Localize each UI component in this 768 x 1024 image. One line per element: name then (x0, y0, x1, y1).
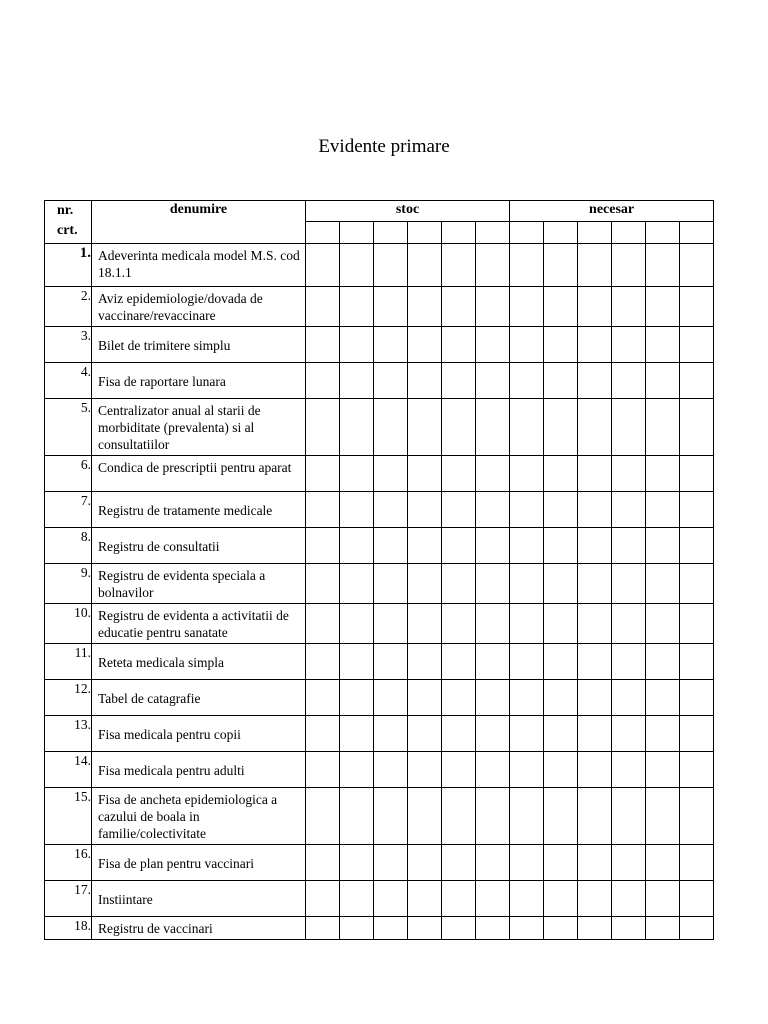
stoc-cell[interactable] (476, 363, 510, 399)
stoc-cell[interactable] (442, 399, 476, 456)
row-number: 10. (45, 604, 92, 644)
stoc-cell[interactable] (476, 845, 510, 881)
stoc-cell[interactable] (442, 456, 476, 492)
necesar-cell[interactable] (578, 244, 612, 287)
stoc-cell[interactable] (476, 399, 510, 456)
necesar-cell[interactable] (544, 456, 578, 492)
table-row (45, 917, 714, 940)
necesar-cell[interactable] (612, 564, 646, 604)
necesar-cell[interactable] (680, 528, 714, 564)
necesar-cell[interactable] (646, 327, 680, 363)
stoc-subcell[interactable] (442, 222, 476, 244)
necesar-cell[interactable] (612, 680, 646, 716)
necesar-cell[interactable] (680, 845, 714, 881)
table-row (45, 752, 714, 788)
stoc-cell[interactable] (408, 492, 442, 528)
row-denumire: Centralizator anual al starii de morbiditate (prevalenta) si al consultatiilor (92, 399, 306, 456)
necesar-cell[interactable] (680, 399, 714, 456)
stoc-cell[interactable] (374, 788, 408, 845)
stoc-cell[interactable] (408, 287, 442, 327)
row-denumire: Registru de evidenta speciala a bolnavilor (92, 564, 306, 604)
necesar-cell[interactable] (680, 680, 714, 716)
stoc-cell[interactable] (408, 604, 442, 644)
stoc-cell[interactable] (374, 456, 408, 492)
stoc-cell[interactable] (340, 716, 374, 752)
necesar-cell[interactable] (510, 680, 544, 716)
necesar-cell[interactable] (544, 528, 578, 564)
stoc-cell[interactable] (408, 716, 442, 752)
necesar-cell[interactable] (612, 644, 646, 680)
stoc-cell[interactable] (306, 881, 340, 917)
table-row (45, 492, 714, 528)
necesar-cell[interactable] (680, 287, 714, 327)
stoc-cell[interactable] (306, 399, 340, 456)
stoc-cell[interactable] (306, 456, 340, 492)
stoc-cell[interactable] (408, 327, 442, 363)
stoc-cell[interactable] (306, 244, 340, 287)
necesar-cell[interactable] (544, 604, 578, 644)
stoc-cell[interactable] (476, 327, 510, 363)
necesar-cell[interactable] (510, 752, 544, 788)
stoc-cell[interactable] (340, 881, 374, 917)
stoc-subcell[interactable] (374, 222, 408, 244)
row-number: 6. (45, 456, 92, 492)
inventory-table (44, 200, 714, 940)
stoc-cell[interactable] (442, 680, 476, 716)
table-row (45, 788, 714, 845)
row-denumire: Reteta medicala simpla (92, 644, 306, 680)
stoc-cell[interactable] (340, 845, 374, 881)
necesar-cell[interactable] (680, 917, 714, 940)
stoc-cell[interactable] (374, 716, 408, 752)
stoc-cell[interactable] (340, 327, 374, 363)
row-number: 3. (45, 327, 92, 363)
necesar-cell[interactable] (510, 881, 544, 917)
stoc-cell[interactable] (408, 881, 442, 917)
stoc-cell[interactable] (340, 752, 374, 788)
row-number: 18. (45, 917, 92, 940)
necesar-cell[interactable] (612, 363, 646, 399)
necesar-cell[interactable] (612, 881, 646, 917)
table-row (45, 716, 714, 752)
row-denumire: Fisa de ancheta epidemiologica a cazului de boala in familie/colectivitate (92, 788, 306, 845)
row-denumire: Fisa medicala pentru adulti (92, 752, 306, 788)
row-number: 11. (45, 644, 92, 680)
stoc-cell[interactable] (374, 845, 408, 881)
necesar-cell[interactable] (510, 456, 544, 492)
necesar-cell[interactable] (578, 716, 612, 752)
stoc-cell[interactable] (442, 528, 476, 564)
row-number: 5. (45, 399, 92, 456)
row-number: 4. (45, 363, 92, 399)
necesar-cell[interactable] (646, 244, 680, 287)
row-number: 14. (45, 752, 92, 788)
stoc-subcell[interactable] (408, 222, 442, 244)
necesar-cell[interactable] (612, 456, 646, 492)
row-number: 8. (45, 528, 92, 564)
row-denumire: Instiintare (92, 881, 306, 917)
necesar-cell[interactable] (544, 680, 578, 716)
stoc-cell[interactable] (442, 244, 476, 287)
necesar-subcell[interactable] (544, 222, 578, 244)
stoc-cell[interactable] (476, 528, 510, 564)
necesar-cell[interactable] (612, 604, 646, 644)
stoc-cell[interactable] (476, 644, 510, 680)
necesar-cell[interactable] (578, 752, 612, 788)
table-row (45, 363, 714, 399)
necesar-cell[interactable] (578, 788, 612, 845)
stoc-cell[interactable] (408, 845, 442, 881)
necesar-cell[interactable] (612, 716, 646, 752)
row-denumire: Adeverinta medicala model M.S. cod 18.1.1 (92, 244, 306, 287)
necesar-cell[interactable] (578, 528, 612, 564)
stoc-subcell[interactable] (306, 222, 340, 244)
stoc-cell[interactable] (306, 287, 340, 327)
stoc-cell[interactable] (306, 716, 340, 752)
necesar-cell[interactable] (612, 845, 646, 881)
table-row (45, 680, 714, 716)
table-row (45, 287, 714, 327)
header-necesar: necesar (510, 201, 714, 222)
table-row (45, 604, 714, 644)
necesar-cell[interactable] (646, 399, 680, 456)
stoc-cell[interactable] (476, 492, 510, 528)
necesar-cell[interactable] (646, 456, 680, 492)
stoc-cell[interactable] (340, 287, 374, 327)
stoc-cell[interactable] (408, 917, 442, 940)
stoc-cell[interactable] (442, 788, 476, 845)
stoc-cell[interactable] (340, 788, 374, 845)
necesar-cell[interactable] (646, 845, 680, 881)
row-denumire: Fisa de plan pentru vaccinari (92, 845, 306, 881)
row-denumire: Condica de prescriptii pentru aparat (92, 456, 306, 492)
stoc-cell[interactable] (306, 604, 340, 644)
stoc-cell[interactable] (374, 528, 408, 564)
necesar-cell[interactable] (510, 327, 544, 363)
necesar-cell[interactable] (544, 492, 578, 528)
necesar-cell[interactable] (544, 788, 578, 845)
stoc-cell[interactable] (408, 528, 442, 564)
stoc-cell[interactable] (340, 363, 374, 399)
row-number: 1. (45, 244, 92, 287)
stoc-cell[interactable] (408, 680, 442, 716)
stoc-cell[interactable] (340, 564, 374, 604)
necesar-cell[interactable] (544, 564, 578, 604)
stoc-cell[interactable] (442, 644, 476, 680)
necesar-cell[interactable] (612, 327, 646, 363)
stoc-cell[interactable] (476, 917, 510, 940)
necesar-cell[interactable] (646, 492, 680, 528)
necesar-cell[interactable] (544, 399, 578, 456)
stoc-cell[interactable] (442, 716, 476, 752)
stoc-cell[interactable] (306, 788, 340, 845)
necesar-cell[interactable] (646, 564, 680, 604)
necesar-cell[interactable] (510, 399, 544, 456)
row-denumire: Registru de consultatii (92, 528, 306, 564)
row-denumire: Registru de tratamente medicale (92, 492, 306, 528)
necesar-cell[interactable] (646, 287, 680, 327)
stoc-cell[interactable] (374, 564, 408, 604)
necesar-cell[interactable] (578, 399, 612, 456)
stoc-cell[interactable] (340, 528, 374, 564)
necesar-cell[interactable] (612, 244, 646, 287)
header-stoc: stoc (306, 201, 510, 222)
stoc-cell[interactable] (442, 752, 476, 788)
stoc-cell[interactable] (374, 363, 408, 399)
stoc-cell[interactable] (306, 845, 340, 881)
necesar-cell[interactable] (680, 604, 714, 644)
stoc-cell[interactable] (340, 604, 374, 644)
stoc-cell[interactable] (374, 492, 408, 528)
row-number: 9. (45, 564, 92, 604)
stoc-cell[interactable] (306, 917, 340, 940)
stoc-cell[interactable] (306, 564, 340, 604)
table-row (45, 564, 714, 604)
row-denumire: Registru de evidenta a activitatii de educatie pentru sanatate (92, 604, 306, 644)
necesar-cell[interactable] (578, 456, 612, 492)
table-row (45, 456, 714, 492)
stoc-cell[interactable] (306, 752, 340, 788)
row-denumire: Aviz epidemiologie/dovada de vaccinare/revaccinare (92, 287, 306, 327)
stoc-cell[interactable] (442, 287, 476, 327)
row-number: 12. (45, 680, 92, 716)
stoc-cell[interactable] (408, 644, 442, 680)
header-nr-crt: nr. crt. (45, 201, 92, 244)
necesar-cell[interactable] (680, 492, 714, 528)
stoc-cell[interactable] (408, 564, 442, 604)
necesar-cell[interactable] (612, 399, 646, 456)
necesar-cell[interactable] (544, 363, 578, 399)
necesar-cell[interactable] (544, 752, 578, 788)
stoc-cell[interactable] (374, 604, 408, 644)
necesar-cell[interactable] (578, 492, 612, 528)
stoc-cell[interactable] (374, 917, 408, 940)
stoc-cell[interactable] (374, 327, 408, 363)
stoc-cell[interactable] (340, 456, 374, 492)
necesar-cell[interactable] (646, 680, 680, 716)
necesar-cell[interactable] (612, 752, 646, 788)
necesar-cell[interactable] (612, 788, 646, 845)
necesar-cell[interactable] (612, 917, 646, 940)
necesar-cell[interactable] (510, 244, 544, 287)
necesar-cell[interactable] (544, 244, 578, 287)
header-denumire: denumire (92, 201, 306, 244)
necesar-cell[interactable] (646, 917, 680, 940)
necesar-cell[interactable] (510, 917, 544, 940)
table-row (45, 845, 714, 881)
stoc-cell[interactable] (340, 492, 374, 528)
necesar-cell[interactable] (578, 845, 612, 881)
necesar-cell[interactable] (680, 788, 714, 845)
necesar-cell[interactable] (544, 716, 578, 752)
necesar-cell[interactable] (544, 881, 578, 917)
necesar-cell[interactable] (680, 564, 714, 604)
necesar-cell[interactable] (544, 327, 578, 363)
stoc-cell[interactable] (476, 680, 510, 716)
necesar-cell[interactable] (578, 917, 612, 940)
table-row (45, 327, 714, 363)
stoc-cell[interactable] (340, 399, 374, 456)
necesar-cell[interactable] (578, 680, 612, 716)
row-denumire: Fisa medicala pentru copii (92, 716, 306, 752)
stoc-cell[interactable] (374, 752, 408, 788)
necesar-cell[interactable] (544, 845, 578, 881)
necesar-cell[interactable] (578, 881, 612, 917)
stoc-cell[interactable] (442, 604, 476, 644)
page-title: Evidente primare (318, 136, 450, 157)
stoc-cell[interactable] (408, 456, 442, 492)
necesar-cell[interactable] (680, 363, 714, 399)
necesar-subcell[interactable] (680, 222, 714, 244)
necesar-subcell[interactable] (612, 222, 646, 244)
stoc-cell[interactable] (476, 881, 510, 917)
necesar-subcell[interactable] (578, 222, 612, 244)
stoc-cell[interactable] (476, 716, 510, 752)
row-number: 7. (45, 492, 92, 528)
necesar-cell[interactable] (612, 287, 646, 327)
necesar-cell[interactable] (578, 363, 612, 399)
necesar-cell[interactable] (646, 528, 680, 564)
stoc-cell[interactable] (306, 528, 340, 564)
row-number: 15. (45, 788, 92, 845)
stoc-cell[interactable] (374, 680, 408, 716)
necesar-cell[interactable] (646, 752, 680, 788)
row-number: 17. (45, 881, 92, 917)
necesar-cell[interactable] (510, 564, 544, 604)
stoc-cell[interactable] (408, 788, 442, 845)
necesar-subcell[interactable] (510, 222, 544, 244)
necesar-cell[interactable] (680, 644, 714, 680)
row-denumire: Tabel de catagrafie (92, 680, 306, 716)
necesar-cell[interactable] (646, 881, 680, 917)
stoc-cell[interactable] (442, 881, 476, 917)
stoc-cell[interactable] (340, 680, 374, 716)
row-denumire: Bilet de trimitere simplu (92, 327, 306, 363)
stoc-subcell[interactable] (340, 222, 374, 244)
stoc-cell[interactable] (442, 492, 476, 528)
table-row (45, 244, 714, 287)
row-number: 2. (45, 287, 92, 327)
necesar-cell[interactable] (578, 564, 612, 604)
stoc-cell[interactable] (476, 604, 510, 644)
necesar-cell[interactable] (510, 788, 544, 845)
necesar-cell[interactable] (680, 327, 714, 363)
necesar-cell[interactable] (510, 716, 544, 752)
row-denumire: Registru de vaccinari (92, 917, 306, 940)
stoc-cell[interactable] (476, 752, 510, 788)
necesar-cell[interactable] (510, 528, 544, 564)
row-number: 16. (45, 845, 92, 881)
table-row (45, 881, 714, 917)
table-row (45, 644, 714, 680)
necesar-cell[interactable] (646, 788, 680, 845)
necesar-cell[interactable] (646, 716, 680, 752)
row-denumire: Fisa de raportare lunara (92, 363, 306, 399)
necesar-cell[interactable] (680, 244, 714, 287)
stoc-cell[interactable] (306, 363, 340, 399)
stoc-cell[interactable] (408, 363, 442, 399)
stoc-cell[interactable] (442, 917, 476, 940)
stoc-subcell[interactable] (476, 222, 510, 244)
stoc-cell[interactable] (374, 881, 408, 917)
stoc-cell[interactable] (476, 564, 510, 604)
necesar-cell[interactable] (544, 644, 578, 680)
stoc-cell[interactable] (340, 917, 374, 940)
necesar-cell[interactable] (680, 881, 714, 917)
necesar-cell[interactable] (510, 604, 544, 644)
stoc-cell[interactable] (442, 564, 476, 604)
stoc-cell[interactable] (476, 287, 510, 327)
stoc-cell[interactable] (374, 244, 408, 287)
stoc-cell[interactable] (476, 244, 510, 287)
necesar-cell[interactable] (680, 716, 714, 752)
stoc-cell[interactable] (340, 244, 374, 287)
stoc-cell[interactable] (408, 752, 442, 788)
stoc-cell[interactable] (374, 287, 408, 327)
stoc-cell[interactable] (442, 363, 476, 399)
table-row (45, 528, 714, 564)
necesar-cell[interactable] (510, 644, 544, 680)
necesar-cell[interactable] (612, 528, 646, 564)
necesar-cell[interactable] (578, 604, 612, 644)
necesar-cell[interactable] (680, 752, 714, 788)
stoc-cell[interactable] (306, 680, 340, 716)
necesar-cell[interactable] (578, 644, 612, 680)
necesar-cell[interactable] (612, 492, 646, 528)
necesar-cell[interactable] (680, 456, 714, 492)
stoc-cell[interactable] (306, 492, 340, 528)
necesar-cell[interactable] (544, 917, 578, 940)
necesar-cell[interactable] (646, 644, 680, 680)
stoc-cell[interactable] (442, 327, 476, 363)
stoc-cell[interactable] (374, 399, 408, 456)
stoc-cell[interactable] (408, 244, 442, 287)
necesar-cell[interactable] (578, 287, 612, 327)
necesar-cell[interactable] (544, 287, 578, 327)
necesar-cell[interactable] (510, 845, 544, 881)
necesar-cell[interactable] (510, 363, 544, 399)
necesar-cell[interactable] (510, 492, 544, 528)
stoc-cell[interactable] (442, 845, 476, 881)
stoc-cell[interactable] (340, 644, 374, 680)
necesar-subcell[interactable] (646, 222, 680, 244)
necesar-cell[interactable] (510, 287, 544, 327)
stoc-cell[interactable] (476, 788, 510, 845)
stoc-cell[interactable] (374, 644, 408, 680)
stoc-cell[interactable] (408, 399, 442, 456)
necesar-cell[interactable] (646, 604, 680, 644)
table-row (45, 399, 714, 456)
necesar-cell[interactable] (646, 363, 680, 399)
stoc-cell[interactable] (306, 644, 340, 680)
necesar-cell[interactable] (578, 327, 612, 363)
stoc-cell[interactable] (306, 327, 340, 363)
stoc-cell[interactable] (476, 456, 510, 492)
row-number: 13. (45, 716, 92, 752)
